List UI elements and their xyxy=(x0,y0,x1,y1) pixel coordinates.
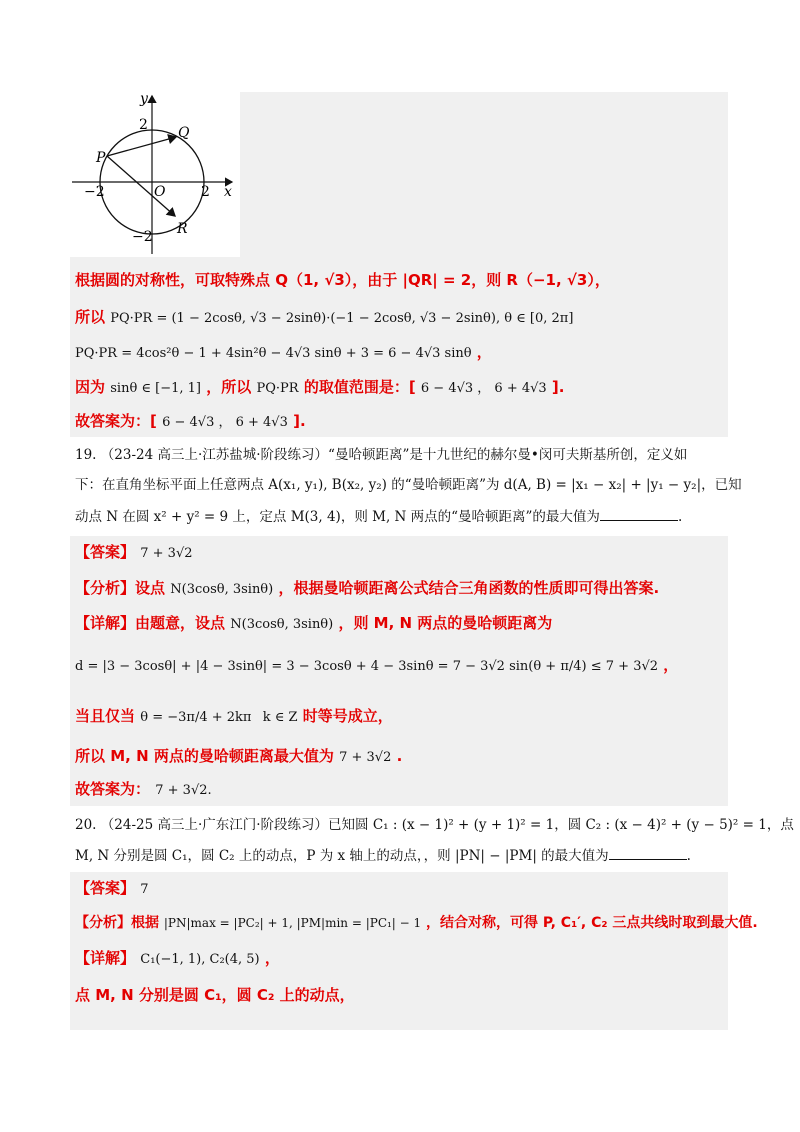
q19-detail xyxy=(75,613,552,635)
sol18-line2 xyxy=(75,307,573,329)
sol18-line2-math: PQ·PR = (1 − 2cosθ, √3 − 2sinθ)·(−1 − 2cosθ, √3 − 2sinθ), θ ∈ [0, 2π] xyxy=(110,311,574,326)
point-P-label: P xyxy=(96,150,106,166)
answer-blank xyxy=(609,845,687,860)
sol18-l4-m1: sinθ ∈ [−1, 1] xyxy=(110,381,202,396)
q19-analysis-math: N(3cosθ, 3sinθ) xyxy=(170,582,274,597)
q20-analysis-label: 【分析】根据 xyxy=(75,915,159,931)
sol18-l4-b: ，所以 xyxy=(206,378,252,396)
q20-detail-end: ， xyxy=(264,949,280,967)
vector-PQ xyxy=(107,137,176,156)
q19-detail-text: ，则 M, N 两点的曼哈顿距离为 xyxy=(338,614,553,632)
q19-cond-k: k ∈ Z xyxy=(262,710,298,725)
sol18-line3 xyxy=(75,342,492,364)
q19-equation-math: d = |3 − 3cosθ| + |4 − 3sinθ| = 3 − 3cosθ + 4 − 3sinθ = 7 − 3√2 sin(θ + π/4) ≤ 7 + 3√2 xyxy=(75,659,659,674)
q19-equation-end: ， xyxy=(663,656,679,674)
sol18-line4 xyxy=(75,377,564,399)
q20-answer xyxy=(75,878,149,900)
q20-answer-label: 【答案】 xyxy=(75,879,136,897)
sol18-l4-c: 的取值范围是：[ xyxy=(303,378,416,396)
sol18-l5-m: 6 − 4√3 ， 6 + 4√3 xyxy=(162,415,288,430)
tick-2-right: 2 xyxy=(201,184,210,200)
q20-detail-label: 【详解】 xyxy=(75,949,136,967)
sol18-l4-d: ]. xyxy=(551,378,565,396)
sol18-line2-prefix: 所以 xyxy=(75,308,106,326)
sol18-line1: 根据圆的对称性，可取特殊点 Q（1, √3），由于 |QR| = 2，则 R（−1, √3）， xyxy=(75,271,610,289)
axis-x-label: x xyxy=(224,184,232,200)
q19-answer-value: 7 + 3√2 xyxy=(140,546,193,561)
q19-answer xyxy=(75,542,193,564)
q20-analysis-text: ，结合对称，可得 P, C₁′, C₂ 三点共线时取到最大值. xyxy=(426,915,758,931)
tick-neg2-bottom: −2 xyxy=(132,229,153,245)
q19-analysis-text: ，根据曼哈顿距离公式结合三角函数的性质即可得出答案. xyxy=(278,579,660,597)
q20-analysis xyxy=(75,913,758,933)
q20-l2-text: M, N 分别是圆 C₁，圆 C₂ 上的动点，P 为 x 轴上的动点，，则 |PN| − |PM| 的最大值为 xyxy=(75,848,609,864)
q20-last-line: 点 M, N 分别是圆 C₁，圆 C₂ 上的动点， xyxy=(75,986,355,1004)
q19-analysis xyxy=(75,578,659,600)
q20-answer-value: 7 xyxy=(140,882,149,897)
q20-detail xyxy=(75,948,280,970)
tick-2-top: 2 xyxy=(139,117,148,133)
q19-answer-label: 【答案】 xyxy=(75,543,136,561)
q19-l3-text: 动点 N 在圆 x² + y² = 9 上，定点 M(3, 4)，则 M, N 两点的“曼哈顿距离”的最大值为 xyxy=(75,509,600,525)
q20-line1: 20. （24-25 高三上·广东江门·阶段练习）已知圆 C₁ : (x − 1)² + (y + 1)² = 1，圆 C₂ : (x − 4)² + (y − 5)² = 1，点 xyxy=(75,817,794,833)
point-Q-label: Q xyxy=(178,125,190,141)
circle-diagram xyxy=(70,92,240,257)
q19-condition xyxy=(75,706,393,728)
q19-detail-math: N(3cosθ, 3sinθ) xyxy=(230,617,334,632)
sol18-l5-a: 故答案为：[ xyxy=(75,412,157,430)
point-R-label: R xyxy=(177,221,188,237)
sol18-l4-m2: PQ·PR xyxy=(256,381,299,396)
q19-final xyxy=(75,779,212,801)
q19-line2: 下：在直角坐标平面上任意两点 A(x₁, y₁), B(x₂, y₂) 的“曼哈顿距离”为 d(A, B) = |x₁ − x₂| + |y₁ − y₂|，已知 xyxy=(75,477,742,493)
q19-final-a: 故答案为： xyxy=(75,780,151,798)
sol18-l5-b: ]. xyxy=(293,412,306,430)
tick-neg2-left: −2 xyxy=(84,184,105,200)
answer-blank xyxy=(600,506,678,521)
circle-figure xyxy=(70,92,240,257)
q20-analysis-math: |PN|max = |PC₂| + 1, |PM|min = |PC₁| − 1 xyxy=(163,916,422,930)
q19-concl-math: 7 + 3√2 xyxy=(339,750,392,765)
q19-cond-math: θ = −3π/4 + 2kπ xyxy=(140,710,252,725)
q19-final-math: 7 + 3√2. xyxy=(155,783,212,798)
sol18-line3-math: PQ·PR = 4cos²θ − 1 + 4sin²θ − 4√3 sinθ + 3 = 6 − 4√3 sinθ xyxy=(75,346,472,361)
axis-y-label: y xyxy=(140,92,148,107)
q20-detail-math: C₁(−1, 1), C₂(4, 5) xyxy=(140,952,260,967)
q19-conclusion xyxy=(75,746,402,768)
q19-concl-a: 所以 M, N 两点的曼哈顿距离最大值为 xyxy=(75,747,334,765)
q19-cond-a: 当且仅当 xyxy=(75,707,136,725)
q20-l2-end: . xyxy=(686,848,691,864)
q19-analysis-label: 【分析】设点 xyxy=(75,579,166,597)
q20-line2 xyxy=(75,845,691,866)
q19-line1: 19. （23-24 高三上·江苏盐城·阶段练习）“曼哈顿距离”是十九世纪的赫尔曼•闵可夫斯基所创，定义如 xyxy=(75,447,688,463)
q19-cond-b: 时等号成立， xyxy=(302,707,393,725)
origin-label: O xyxy=(154,184,166,200)
q19-concl-b: . xyxy=(396,747,403,765)
sol18-line3-end: ， xyxy=(476,343,492,361)
sol18-l4-m3: 6 − 4√3 ， 6 + 4√3 xyxy=(420,381,547,396)
q19-line3 xyxy=(75,506,682,527)
q19-l3-end: . xyxy=(677,509,683,525)
sol18-line5 xyxy=(75,411,306,433)
q19-detail-label: 【详解】由题意，设点 xyxy=(75,614,226,632)
sol18-l4-a: 因为 xyxy=(75,378,106,396)
q19-equation xyxy=(75,655,678,677)
